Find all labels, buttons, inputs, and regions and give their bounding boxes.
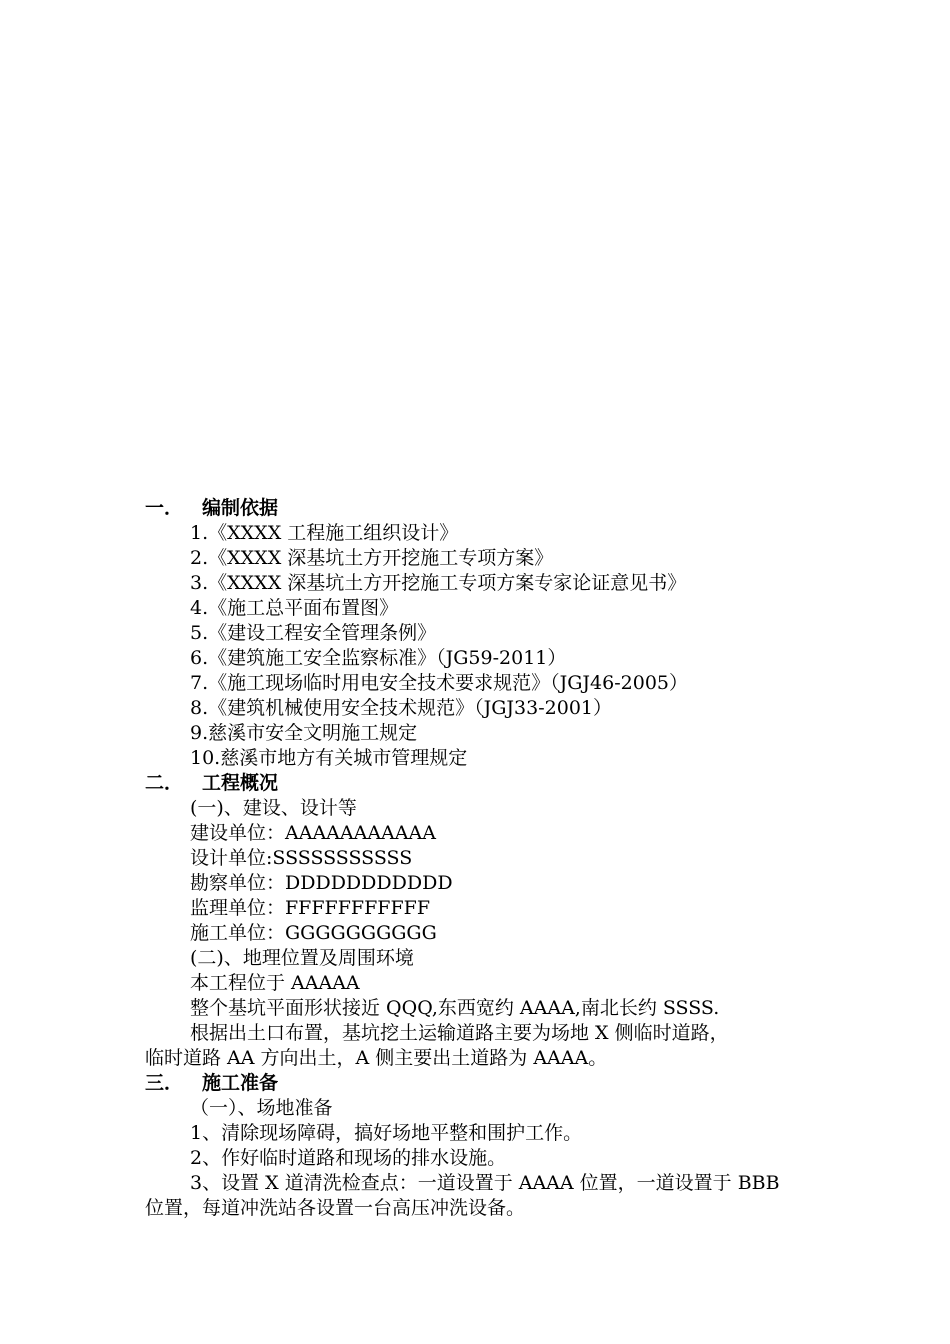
paragraph-line: 3、设置 X 道清洗检查点：一道设置于 AAAA 位置，一道设置于 BBB bbox=[190, 1172, 780, 1194]
subsection-title: (一)、建设、设计等 bbox=[190, 797, 357, 819]
info-line: 施工单位：GGGGGGGGGG bbox=[190, 922, 437, 944]
paragraph-line: 本工程位于 AAAAA bbox=[190, 972, 360, 994]
info-line: 监理单位：FFFFFFFFFFF bbox=[190, 897, 431, 919]
list-item: 10.慈溪市地方有关城市管理规定 bbox=[190, 747, 468, 769]
info-line: 建设单位：AAAAAAAAAAA bbox=[190, 822, 436, 844]
list-item: 3.《XXXX 深基坑土方开挖施工专项方案专家论证意见书》 bbox=[190, 572, 687, 594]
info-line: 设计单位:SSSSSSSSSSS bbox=[190, 847, 413, 869]
paragraph-continuation: 位置，每道冲洗站各设置一台高压冲洗设备。 bbox=[145, 1197, 526, 1219]
section-title: 施工准备 bbox=[202, 1072, 279, 1094]
list-item: 4.《施工总平面布置图》 bbox=[190, 597, 399, 619]
paragraph-line: 整个基坑平面形状接近 QQQ,东西宽约 AAAA,南北长约 SSSS. bbox=[190, 997, 720, 1019]
section-heading-1 bbox=[145, 496, 815, 521]
document-body bbox=[145, 496, 815, 1221]
paragraph-line: 根据出土口布置，基坑挖土运输道路主要为场地 X 侧临时道路， bbox=[190, 1022, 729, 1044]
section-number: 三． bbox=[145, 1072, 184, 1094]
list-item: 7.《施工现场临时用电安全技术要求规范》（JGJ46-2005） bbox=[190, 672, 688, 694]
section-heading-2 bbox=[145, 771, 815, 796]
section-number: 二． bbox=[145, 772, 184, 794]
paragraph-line: 2、作好临时道路和现场的排水设施。 bbox=[190, 1147, 507, 1169]
section-title: 编制依据 bbox=[202, 497, 279, 519]
list-item: 5.《建设工程安全管理条例》 bbox=[190, 622, 437, 644]
subsection-title: （一）、场地准备 bbox=[190, 1097, 333, 1119]
section-title: 工程概况 bbox=[202, 772, 279, 794]
paragraph-line: 1、清除现场障碍，搞好场地平整和围护工作。 bbox=[190, 1122, 583, 1144]
section-number: 一． bbox=[145, 497, 184, 519]
list-item: 8.《建筑机械使用安全技术规范》（JGJ33-2001） bbox=[190, 697, 612, 719]
list-item: 6.《建筑施工安全监察标准》（JG59-2011） bbox=[190, 647, 567, 669]
paragraph-continuation: 临时道路 AA 方向出土，A 侧主要出土道路为 AAAA。 bbox=[145, 1047, 608, 1069]
list-item: 1.《XXXX 工程施工组织设计》 bbox=[190, 522, 459, 544]
section-heading-3 bbox=[145, 1071, 815, 1096]
info-line: 勘察单位：DDDDDDDDDDD bbox=[190, 872, 453, 894]
subsection-title: (二)、地理位置及周围环境 bbox=[190, 947, 414, 969]
list-item: 9.慈溪市安全文明施工规定 bbox=[190, 722, 418, 744]
list-item: 2.《XXXX 深基坑土方开挖施工专项方案》 bbox=[190, 547, 554, 569]
